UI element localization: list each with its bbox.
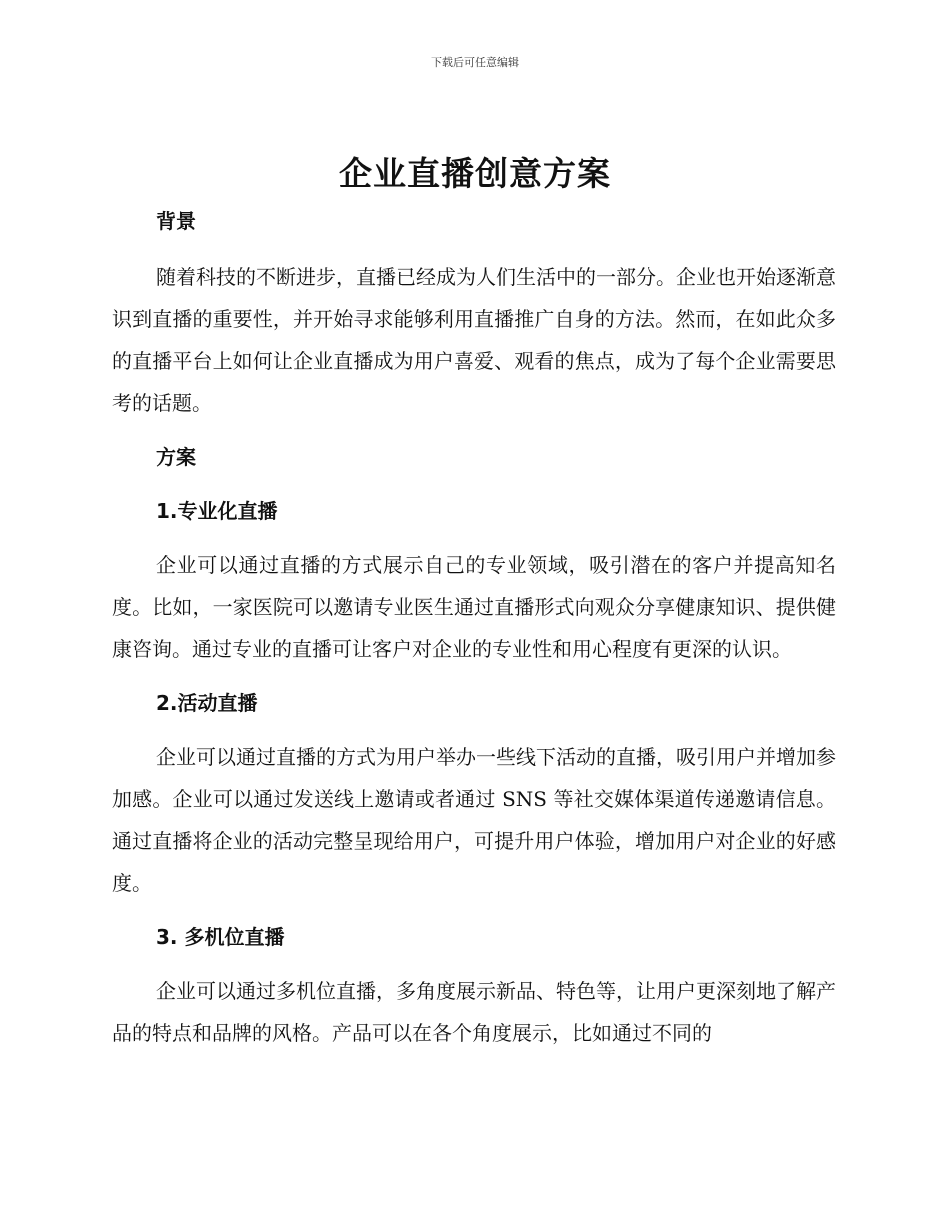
plan-heading: 方案 [156,445,196,469]
item2-heading: 2.活动直播 [156,691,258,715]
background-heading: 背景 [156,209,196,233]
background-paragraph: 随着科技的不断进步，直播已经成为人们生活中的一部分。企业也开始逐渐意识到直播的重要性，并开始寻求能够利用直播推广自身的方法。然而，在如此众多的直播平台上如何让企业直播成为用户喜爱、观看的焦点，成为了每个企业需要思考的话题。 [112,265,836,415]
document-title: 企业直播创意方案 [339,154,611,193]
item2-paragraph: 企业可以通过直播的方式为用户举办一些线下活动的直播，吸引用户并增加参加感。企业可以通过发送线上邀请或者通过 SNS 等社交媒体渠道传递邀请信息。通过直播将企业的活动完整呈现给用户，可提升用户体验，增加用户对企业的好感度。 [112,745,836,895]
item1-paragraph: 企业可以通过直播的方式展示自己的专业领域，吸引潜在的客户并提高知名度。比如，一家医院可以邀请专业医生通过直播形式向观众分享健康知识、提供健康咨询。通过专业的直播可让客户对企业的专业性和用心程度有更深的认识。 [112,553,836,661]
item1-heading: 1.专业化直播 [156,499,278,523]
header-note: 下载后可任意编辑 [431,56,519,69]
document-body [112,200,836,1054]
item3-heading: 3. 多机位直播 [156,925,285,949]
item3-paragraph: 企业可以通过多机位直播，多角度展示新品、特色等，让用户更深刻地了解产品的特点和品牌的风格。产品可以在各个角度展示，比如通过不同的 [112,979,836,1045]
